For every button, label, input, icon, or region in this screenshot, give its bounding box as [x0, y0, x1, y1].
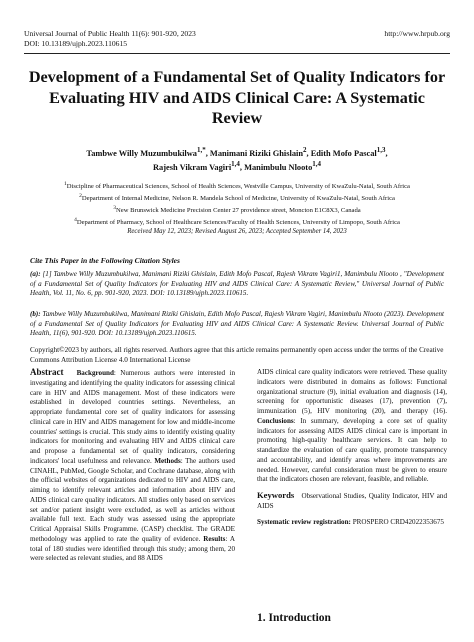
results-label: Results [203, 534, 226, 543]
citation-style-b [30, 310, 444, 339]
abstract-label: Abstract [30, 367, 64, 377]
submission-dates: Received May 12, 2023; Revised August 26, 2023; Accepted September 14, 2023 [127, 228, 347, 235]
background-text: : Numerous authors were interested in investigating and identifying the quality indicators for assessing clinical care in HIV and AIDS management. Most of these indicators were established in developed countries settings. Nevertheless, an appropriate fundamental core set of quality indicators for assessing clinical care in HIV and AIDS management for low and middle-income countries' settings is crucial. This study aims to identify existing quality indicators for monitoring and evaluating HIV and AIDS clinical care and propose a fundamental set of quality indicators, considering indicators' local usefulness and relevance. [30, 369, 235, 465]
introduction-heading: 1. Introduction [257, 612, 331, 624]
keywords-label: Keywords [257, 490, 295, 500]
keywords-block [257, 491, 447, 512]
header-divider [24, 53, 450, 54]
author-line-1: Tambwe Willy Muzumbukilwa$^{1,*}$, Manimani Riziki Ghislain$^2$, Edith Mofo Pascal$^{1,3}$, [86, 146, 388, 158]
publisher-url[interactable]: http://www.hrpub.org [384, 29, 450, 38]
copyright-notice: Copyright©2023 by authors, all rights reserved. Authors agree that this article remains permanently open access under the terms of the Creative Commons Attribution License 4.0 International License [30, 346, 444, 364]
background-label: Background [76, 369, 114, 377]
affiliation-1: $^1$Discipline of Pharmaceutical Sciences, School of Health Sciences, Westville Campus, University of KwaZulu-Natal, South Africa [64, 181, 410, 191]
keywords-text: Observational Studies, Quality Indicator, HIV and AIDS [257, 492, 447, 510]
affiliation-4: $^4$Department of Pharmacy, School of Healthcare Sciences/Faculty of Health Sciences, University of Limpopo, South Africa [74, 216, 400, 227]
author-list [24, 145, 450, 173]
citation-style-a [30, 270, 444, 299]
affiliation-2: $^2$Department of Internal Medicine, Nelson R. Mandela School of Medicine, University of KwaZulu-Natal, South Africa [79, 192, 395, 203]
citation-a-text: [1] Tambwe Willy Muzumbukilwa, Manimani Riziki Ghislain, Edith Mofo Pascal, Rajesh Vikram Vagiri1, Manimbulu Nlooto , "Development of a Fundamental Set of Quality Indicators for Evaluating HIV and AIDS Clinical Care: A Systematic Review," Universal Journal of Public Health, Vol. 11, No. 6, pp. 901-920, 2023. DOI: 10.13189/ujph.2023.110615. [30, 270, 444, 298]
citation-heading: Cite This Paper in the Following Citation Styles [30, 256, 180, 265]
results-continued-text: AIDS clinical care quality indicators were retrieved. These quality indicators were distributed in domains as follows: Functional organizational structure (9), initial evaluation and diagnosis (14), screening for opportunistic diseases (17), prevention (7), immunization (5), HIV monitoring (20), and therapy (16). [257, 368, 447, 415]
doi-line: DOI: 10.13189/ujph.2023.110615 [24, 39, 128, 48]
methods-text: : The authors used CINAHL, PubMed, Google Scholar, and Cochrane database, along with the official websites of organizations dedicated to HIV and AIDS care, aiming to identify relevant articles and information about HIV and AIDS clinical care quality indicators. All studies only based on services set and/or patient insight were excluded, as well as articles without available full text. Each study was assessed using the appropriate Critical Appraisal Skills Programme. (CASP) checklist. The GRADE methodology was applied to rate the quality of evidence. [30, 456, 235, 543]
paper-title: Development of a Fundamental Set of Quality Indicators for Evaluating HIV and AIDS Clinical Care: A Systematic Review [28, 68, 446, 127]
conclusions-text: : In summary, developing a core set of quality indicators for assessing AIDS AIDS clinical care is important in promoting high-quality healthcare services. It can help to standardize the evaluation of care quality, promote transparency and accountability, and identify areas where improvements are needed. However, careful consideration must be given to ensure that the indicators chosen are relevant, feasible, and reliable. [257, 416, 447, 484]
registration-label: Systematic review registration: [257, 517, 351, 526]
citation-b-label: (b): [30, 310, 41, 318]
citation-a-label: (a): [30, 270, 41, 278]
methods-label: Methods [154, 456, 181, 465]
running-header [24, 29, 450, 49]
abstract-left-column [30, 368, 235, 564]
affiliations [24, 180, 450, 228]
affiliation-3: $^3$New Brunswick Medicine Precision Center 27 providence street, Moncton E1C8X3, Canada [113, 204, 361, 215]
conclusions-label: Conclusions [257, 416, 294, 425]
registration-block [257, 518, 447, 528]
author-line-2: Rajesh Vikram Vagiri$^{1,4}$, Manimbulu Nlooto$^{1,4}$ [152, 159, 321, 172]
abstract-right-column [257, 368, 447, 527]
journal-citation: Universal Journal of Public Health 11(6): 901-920, 2023 [24, 29, 196, 38]
results-text: : A total of 180 studies were identified through this study; among them, 20 were selected as relevant studies, and 88 AIDS [30, 534, 235, 563]
citation-b-text: Tambwe Willy Muzumbukilwa, Manimani Riziki Ghislain, Edith Mofo Pascal, Rajesh Vikram Vagiri, Manimbulu Nlooto (2023). Development of a Fundamental Set of Quality Indicators for Evaluating HIV and AIDS Clinical Care: A Systematic Review. Universal Journal of Public Health, 11(6), 901-920. DOI: 10.13189/ujph.2023.110615. [30, 310, 444, 338]
registration-value: PROSPERO CRD42022353675 [352, 517, 444, 526]
abstract-continuation [257, 368, 447, 485]
